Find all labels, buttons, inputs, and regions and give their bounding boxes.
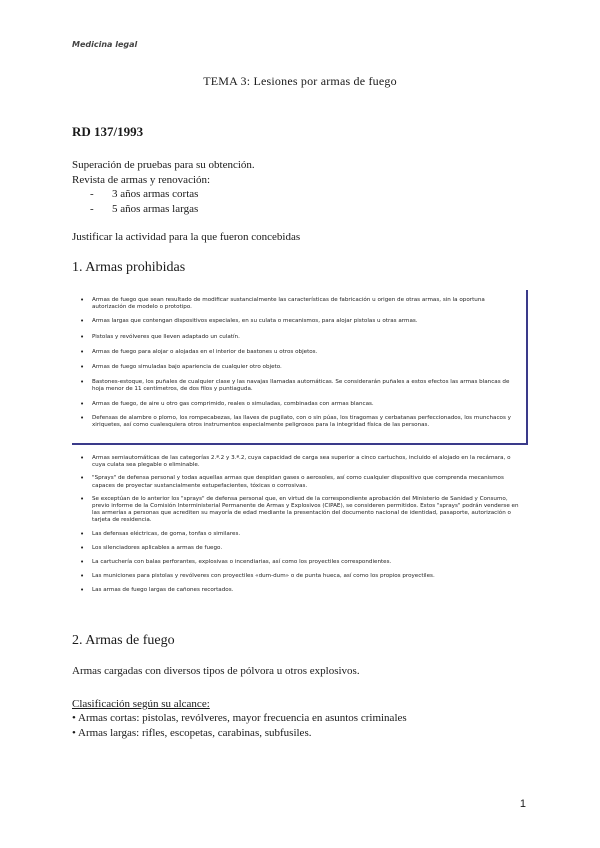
list-item: • Las municiones para pistolas y revólveres con proyectiles «dum-dum» o de punta hueca, así como los propios proyectiles. [80,573,520,580]
classification-list [72,711,407,741]
section-heading-firearms: 2. Armas de fuego [72,633,175,648]
list-item: • Bastones-estoque, los puñales de cualquier clase y las navajas llamadas automáticas. Se considerarán puñales a estos efectos las armas blancas de hoja menor de 11 centímetros, de dos filos y puntiaguda. [80,379,520,393]
renewal-list [90,187,198,217]
list-item: • Las armas de fuego largas de cañones recortados. [80,587,520,594]
additional-prohibited-list [80,455,520,595]
list-item: • Las defensas eléctricas, de goma, tonfas o similares. [80,531,520,538]
list-item: - 5 años armas largas [90,203,199,215]
firearms-description: Armas cargadas con diversos tipos de pólvora u otros explosivos. [72,665,360,677]
list-item: • "Sprays" de defensa personal y todas aquellas armas que despidan gases o aerosoles, así como cualquier dispositivo que comprenda mecanismos capaces de proyectar sustancialmente estupefacientes, tóxicas o corrosivas. [80,475,520,489]
intro-line-1: Superación de pruebas para su obtención. [72,159,255,171]
list-item: • Defensas de alambre o plomo, los rompecabezas, las llaves de pugilato, con o sin púas, los tiragomas y cerbatanas perfeccionados, los munchacos y xiriquetes, así como cualesquiera otros instrumentos especialmente peligrosos para la integridad física de las personas. [80,415,520,429]
list-item: - 3 años armas cortas [90,188,199,200]
classification-heading: Clasificación según su alcance: [72,698,210,710]
header-note: Medicina legal [72,40,138,49]
list-item: • Los silenciadores aplicables a armas de fuego. [80,545,520,552]
list-item: • Armas de fuego para alojar o alojadas en el interior de bastones u otros objetos. [80,349,520,356]
list-item: • Armas largas: rifles, escopetas, carabinas, subfusiles. [72,727,312,739]
list-item: • Pistolas y revólveres que lleven adaptado un culatín. [80,334,520,341]
justify-line: Justificar la actividad para la que fueron concebidas [72,231,301,243]
list-item: • Se exceptúan de lo anterior los "sprays" de defensa personal que, en virtud de la correspondiente aprobación del Ministerio de Sanidad y Consumo, previo informe de la Comisión Interministerial Permanente de Armas y Explosivos (CIPAE), se consideren permitidos. Estos "sprays" podrán venderse en las armerías a personas que acrediten su mayoría de edad mediante la presentación del documento nacional de identidad, pasaporte, autorización o tarjeta de residencia. [80,496,520,525]
page-number: 1 [519,798,526,810]
section-heading-prohibited: 1. Armas prohibidas [72,260,186,275]
prohibited-list [80,297,520,429]
list-item: • Armas de fuego que sean resultado de modificar sustancialmente las características de fabricación u origen de otras armas, sin la oportuna autorización de modelo o prototipo. [80,297,520,311]
list-item: • Armas largas que contengan dispositivos especiales, en su culata o mecanismos, para alojar pistolas u otras armas. [80,318,520,325]
list-item: • Armas de fuego, de aire u otro gas comprimido, reales o simuladas, combinadas con armas blancas. [80,401,520,408]
list-item: • Armas de fuego simuladas bajo apariencia de cualquier otro objeto. [80,364,520,371]
page-title: TEMA 3: Lesiones por armas de fuego [203,74,397,88]
list-item: • Armas semiautomáticas de las categorías 2.ª.2 y 3.ª.2, cuya capacidad de carga sea superior a cinco cartuchos, incluido el alojado en la recámara, o cuya culata sea plegable o eliminable. [80,455,520,469]
list-item: • Armas cortas: pistolas, revólveres, mayor frecuencia en asuntos criminales [72,712,407,724]
intro-line-2: Revista de armas y renovación: [72,174,211,186]
list-item: • La cartuchería con balas perforantes, explosivas o incendiarias, así como los proyectiles correspondientes. [80,559,520,566]
rd-heading: RD 137/1993 [72,124,144,139]
